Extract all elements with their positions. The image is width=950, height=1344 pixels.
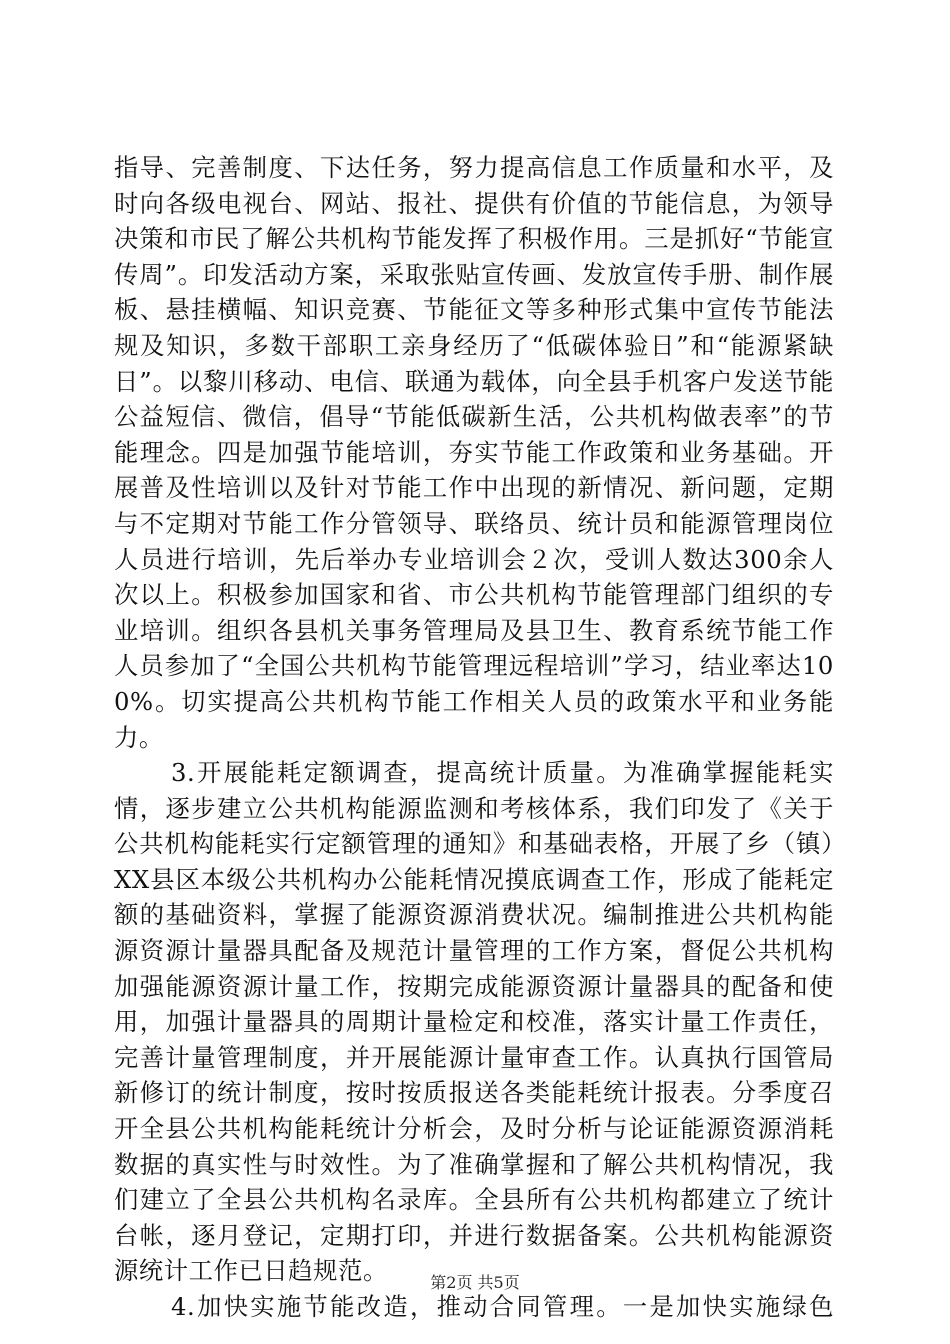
- paragraph-continuation: 指导、完善制度、下达任务，努力提高信息工作质量和水平，及时向各级电视台、网站、报社、提供有价值的节能信息，为领导决策和市民了解公共机构节能发挥了积极作用。三是抓好“节能宣传周”。印发活动方案，采取张贴宣传画、发放宣传手册、制作展板、悬挂横幅、知识竞赛、节能征文等多种形式集中宣传节能法规及知识，多数干部职工亲身经历了“低碳体验日”和“能源紧缺日”。以黎川移动、电信、联通为载体，向全县手机客户发送节能公益短信、微信，倡导“节能低碳新生活，公共机构做表率”的节能理念。四是加强节能培训，夯实节能工作政策和业务基础。开展普及性培训以及针对节能工作中出现的新情况、新问题，定期与不定期对节能工作分管领导、联络员、统计员和能源管理岗位人员进行培训，先后举办专业培训会２次，受训人数达300余人次以上。积极参加国家和省、市公共机构节能管理部门组织的专业培训。组织各县机关事务管理局及县卫生、教育系统节能工作人员参加了“全国公共机构节能管理远程培训”学习，结业率达100%。切实提高公共机构节能工作相关人员的政策水平和业务能力。: [114, 153, 834, 752]
- page-footer: 第2页 共5页: [430, 1273, 520, 1292]
- document-body: [114, 150, 834, 1325]
- paragraph-section-3: 3.开展能耗定额调查，提高统计质量。为准确掌握能耗实情，逐步建立公共机构能源监测和考核体系，我们印发了《关于公共机构能耗实行定额管理的通知》和基础表格，开展了乡（镇）XX县区本级公共机构办公能耗情况摸底调查工作，形成了能耗定额的基础资料，掌握了能源资源消费状况。编制推进公共机构能源资源计量器具配备及规范计量管理的工作方案，督促公共机构加强能源资源计量工作，按期完成能源资源计量器具的配备和使用，加强计量器具的周期计量检定和校准，落实计量工作责任，完善计量管理制度，并开展能源计量审查工作。认真执行国管局新修订的统计制度，按时按质报送各类能耗统计报表。分季度召开全县公共机构能耗统计分析会，及时分析与论证能源资源消耗数据的真实性与时效性。为了准确掌握和了解公共机构情况，我们建立了全县公共机构名录库。全县所有公共机构都建立了统计台帐，逐月登记，定期打印，并进行数据备案。公共机构能源资源统计工作已日趋规范。: [114, 758, 834, 1286]
- paragraph-section-4: 4.加快实施节能改造，推动合同管理。一是加快实施绿色: [171, 1292, 834, 1321]
